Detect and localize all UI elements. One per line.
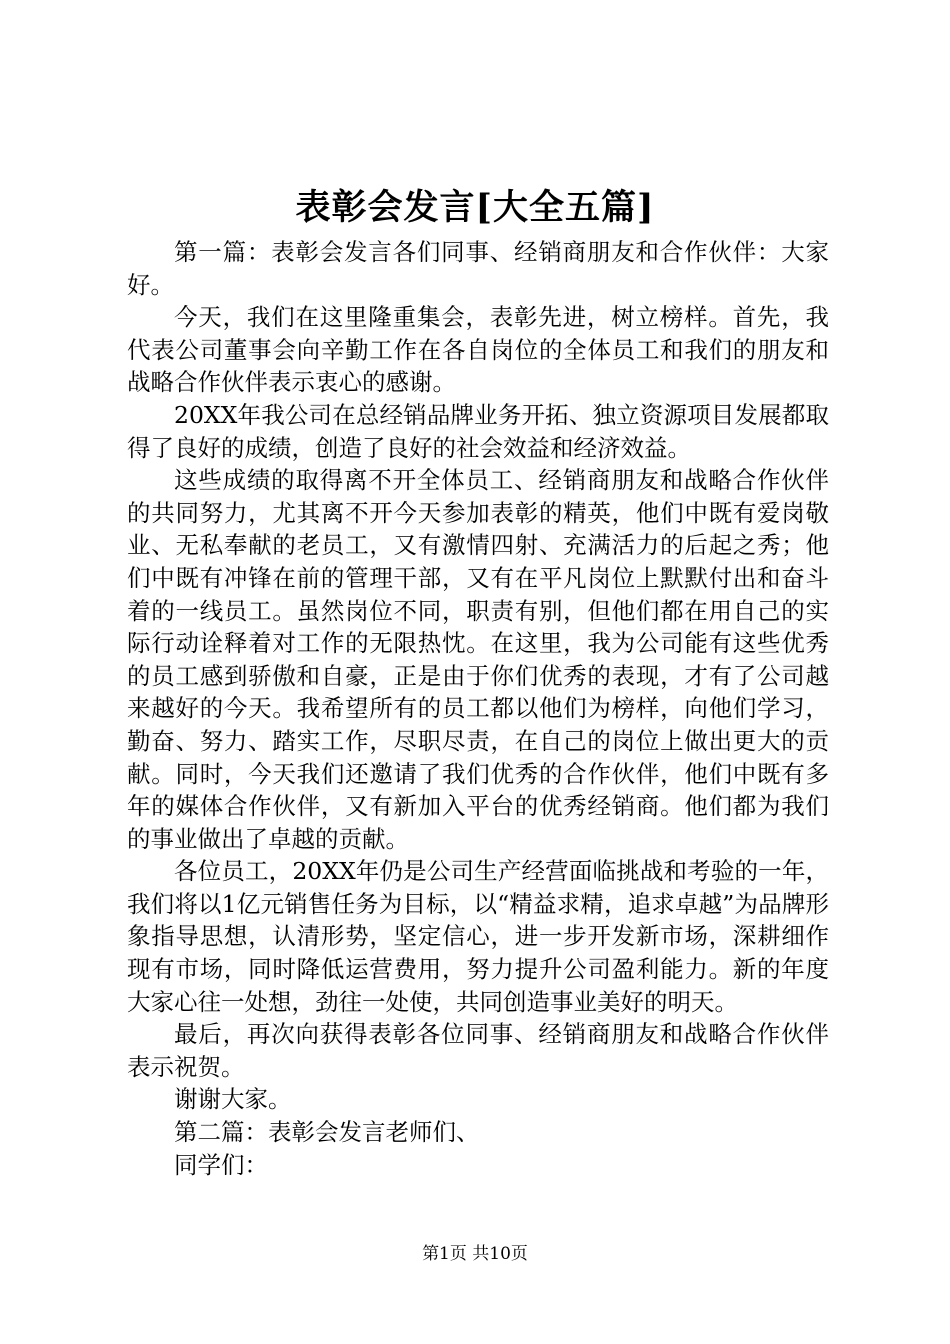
paragraph: 第二篇：表彰会发言老师们、 — [174, 1118, 480, 1147]
paragraph: 同学们： — [174, 1150, 268, 1179]
paragraph: 这些成绩的取得离不开全体员工、经销商朋友和战略合作伙伴的共同努力，尤其离不开今天参加表彰的精英，他们中既有爱岗敬业、无私奉献的老员工，又有激情四射、充满活力的后起之秀；他们中既有冲锋在前的管理干部，又有在平凡岗位上默默付出和奋斗着的一线员工。虽然岗位不同，职责有别，但他们都在用自己的实际行动诠释着对工作的无限热忱。在这里，我为公司能有这些优秀的员工感到骄傲和自豪，正是由于你们优秀的表现，才有了公司越来越好的今天。我希望所有的员工都以他们为榜样，向他们学习，勤奋、努力、踏实工作，尽职尽责，在自己的岗位上做出更大的贡献。同时，今天我们还邀请了我们优秀的合作伙伴，他们中既有多年的媒体合作伙伴，又有新加入平台的优秀经销商。他们都为我们的事业做出了卓越的贡献。 — [127, 466, 829, 853]
paragraph: 20XX年我公司在总经销品牌业务开拓、独立资源项目发展都取得了良好的成绩，创造了良好的社会效益和经济效益。 — [127, 400, 829, 462]
paragraph: 今天，我们在这里隆重集会，表彰先进，树立榜样。首先，我代表公司董事会向辛勤工作在各自岗位的全体员工和我们的朋友和战略合作伙伴表示衷心的感谢。 — [127, 303, 829, 397]
paragraph: 第一篇：表彰会发言各们同事、经销商朋友和合作伙伴：大家好。 — [127, 238, 829, 299]
paragraph: 各位员工，20XX年仍是公司生产经营面临挑战和考验的一年，我们将以1亿元销售任务为目标，以“精益求精，追求卓越”为品牌形象指导思想，认清形势，坚定信心，进一步开发新市场，深耕细作现有市场，同时降低运营费用，努力提升公司盈利能力。新的年度大家心往一处想，劲往一处使，共同创造事业美好的明天。 — [127, 857, 829, 1016]
paragraph: 谢谢大家。 — [174, 1085, 292, 1114]
page-number-footer: 第1页 共10页 — [422, 1244, 528, 1264]
paragraph: 最后，再次向获得表彰各位同事、经销商朋友和战略合作伙伴表示祝贺。 — [127, 1020, 829, 1081]
document-body — [127, 236, 829, 1181]
document-title: 表彰会发言[大全五篇] — [295, 187, 655, 228]
